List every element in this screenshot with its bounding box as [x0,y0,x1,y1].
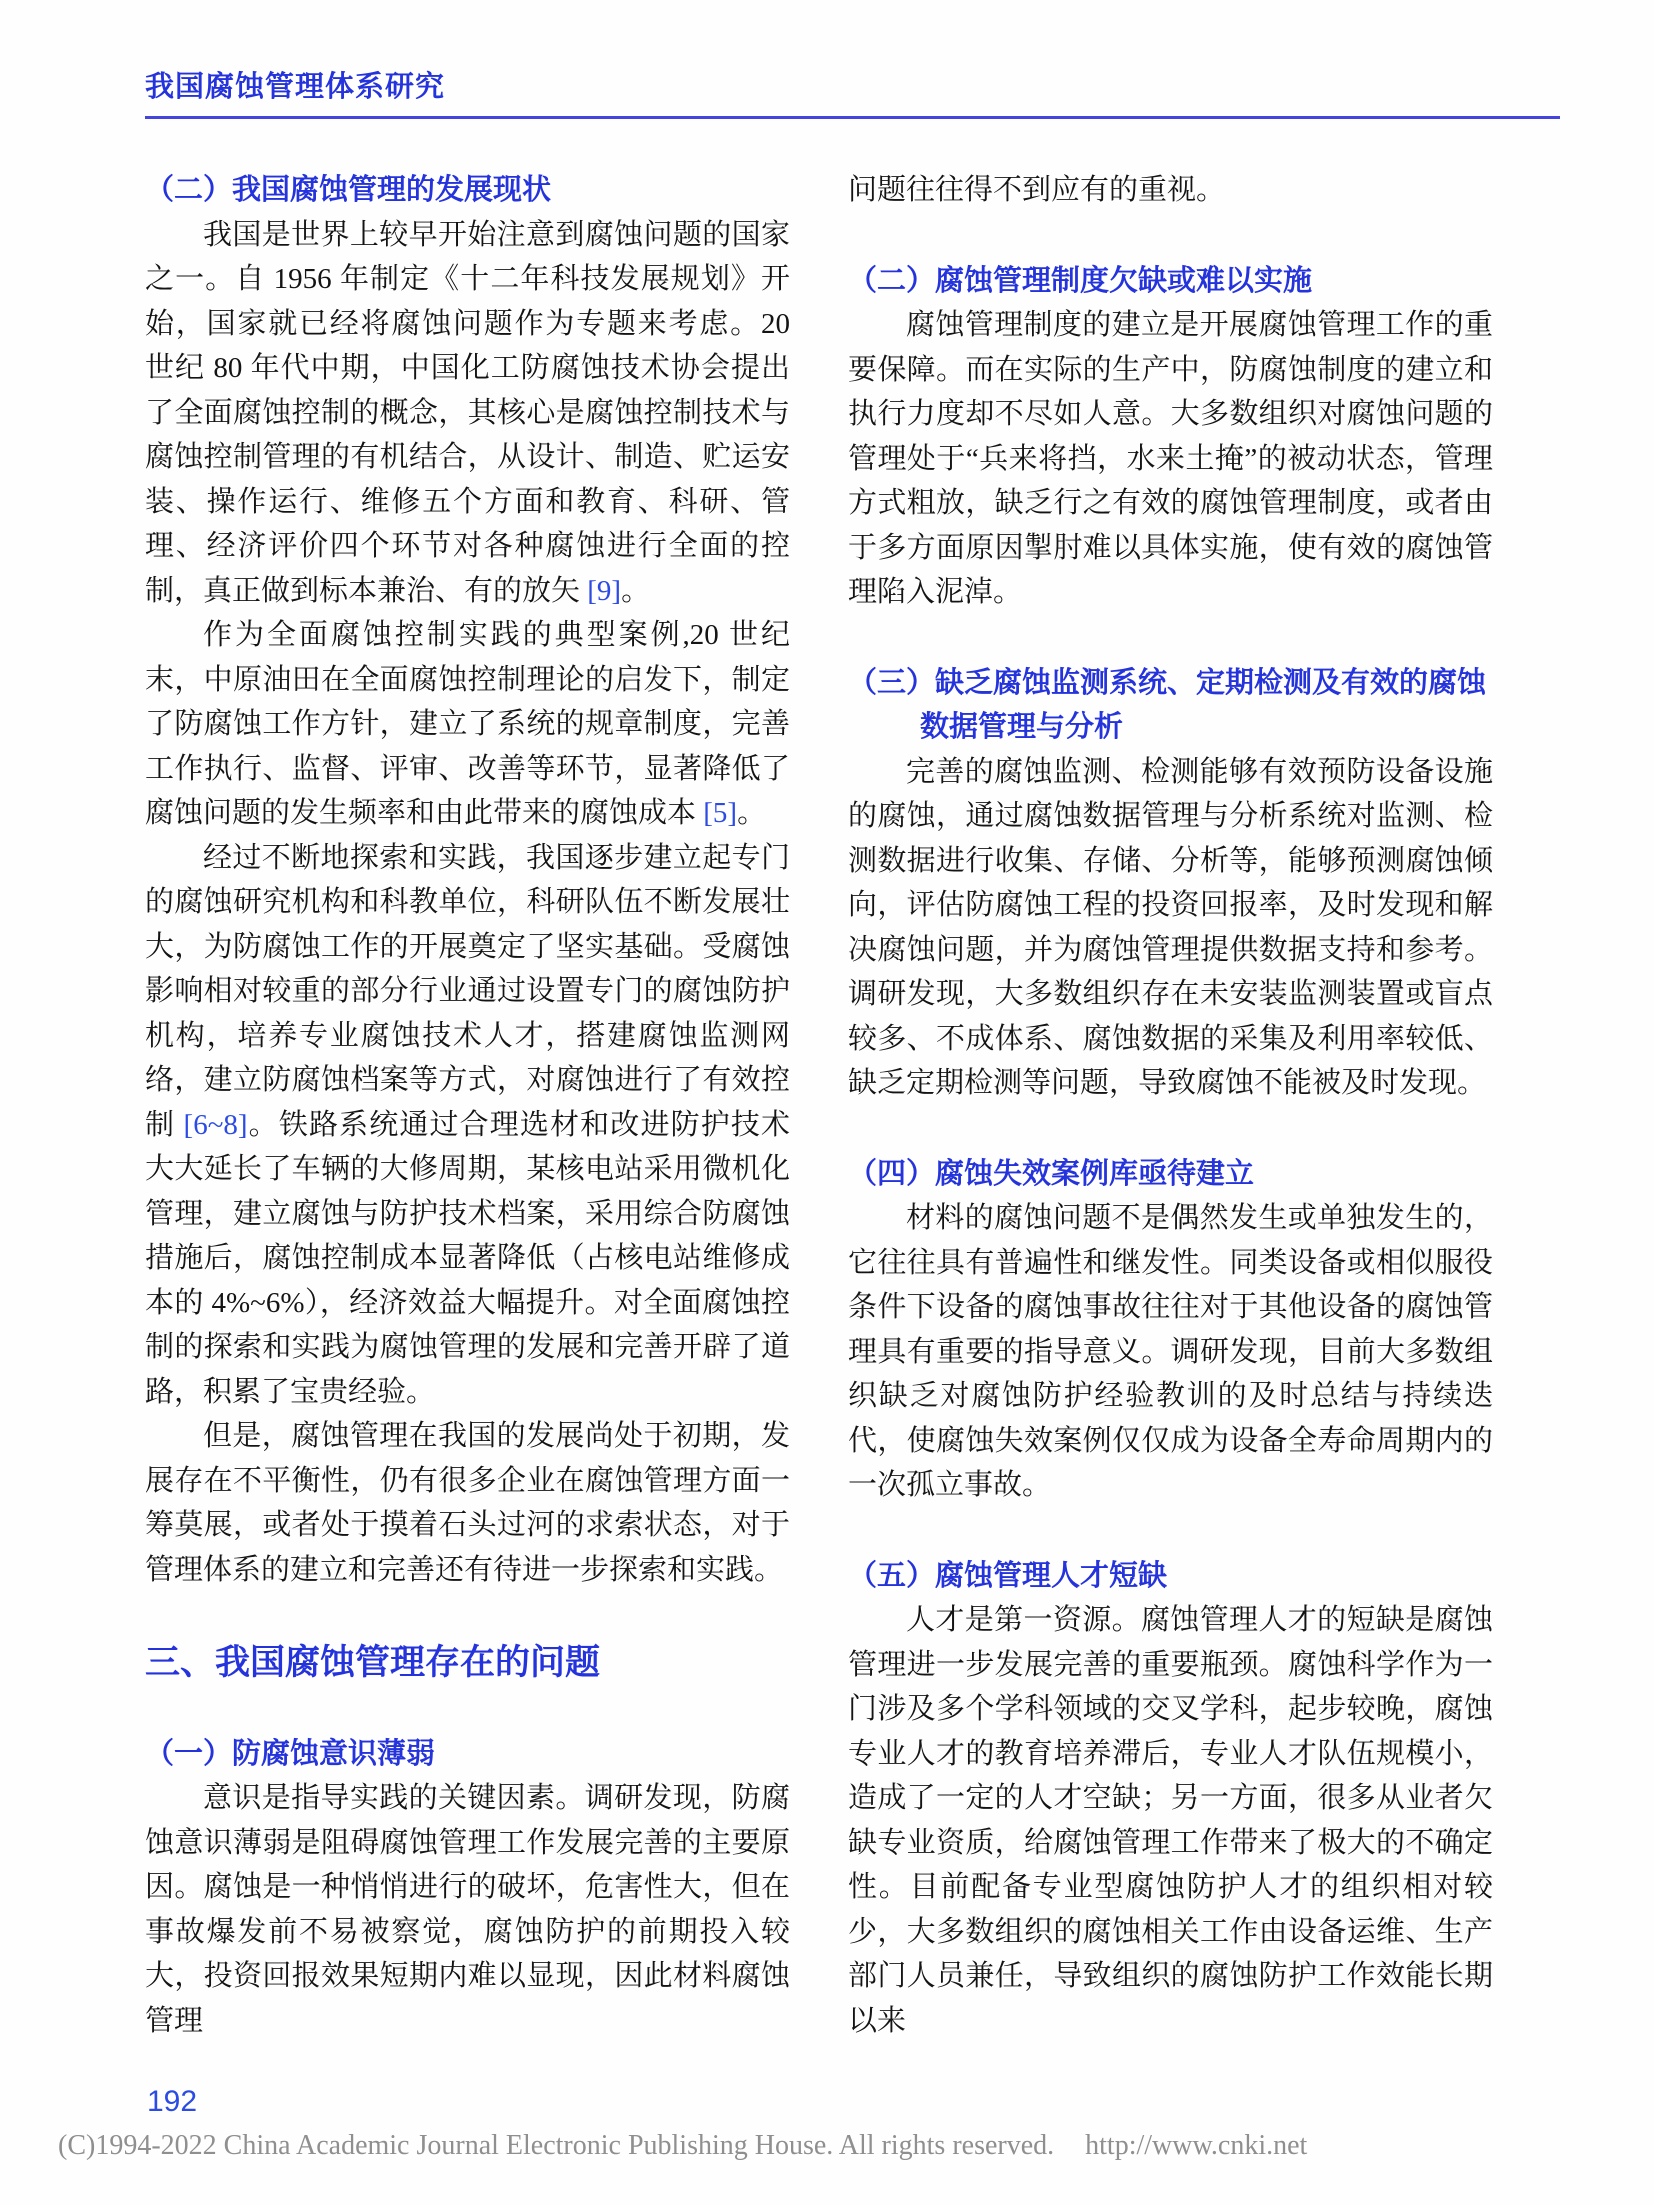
copyright-line [58,2130,1307,2162]
text-run: 我国是世界上较早开始注意到腐蚀问题的国家之一。自 1956 年制定《十二年科技发展规划》开始，国家就已经将腐蚀问题作为专题来考虑。20 世纪 80 年代中期，中国化工防腐蚀技术协会提出了全面腐蚀控制的概念，其核心是腐蚀控制技术与腐蚀控制管理的有机结合，从设计、制造、贮运安装、操作运行、维修五个方面和教育、科研、管理、经济评价四个环节对各种腐蚀进行全面的控制，真正做到标本兼治、有的放矢 [145,218,790,607]
subsection-heading: （二）我国腐蚀管理的发展现状 [145,174,552,206]
subsection-heading: （一）防腐蚀意识薄弱 [145,1737,436,1770]
page-header [145,70,1560,119]
subsection-heading: （三）缺乏腐蚀监测系统、定期检测及有效的腐蚀数据管理与分析 [848,666,1487,743]
paragraph [848,750,1493,1106]
page-number: 192 [147,2085,198,2118]
text-run: 但是，腐蚀管理在我国的发展尚处于初期，发展存在不平衡性，仍有很多企业在腐蚀管理方面一筹莫展，或者处于摸着石头过河的求索状态，对于管理体系的建立和完善还有待进一步探索和实践。 [145,1420,790,1586]
paragraph [848,1196,1493,1508]
paragraph [145,613,790,836]
paragraph [145,836,790,1415]
paragraph [145,1414,790,1592]
left-column [145,168,790,2043]
two-column-body [145,168,1493,2043]
text-run: 材料的腐蚀问题不是偶然发生或单独发生的，它往往具有普遍性和继发性。同类设备或相似服役条件下设备的腐蚀事故往往对于其他设备的腐蚀管理具有重要的指导意义。调研发现，目前大多数组织缺乏对腐蚀防护经验教训的及时总结与持续迭代，使腐蚀失效案例仅仅成为设备全寿命周期内的一次孤立事故。 [848,1202,1493,1501]
text-run: 问题往往得不到应有的重视。 [848,174,1226,206]
paragraph [848,1598,1493,2043]
text-run: 完善的腐蚀监测、检测能够有效预防设备设施的腐蚀，通过腐蚀数据管理与分析系统对监测、检测数据进行收集、存储、分析等，能够预测腐蚀倾向，评估防腐蚀工程的投资回报率，及时发现和解决腐蚀问题，并为腐蚀管理提供数据支持和参考。调研发现，大多数组织存在未安装监测装置或盲点较多、不成体系、腐蚀数据的采集及利用率较低、缺乏定期检测等问题，导致腐蚀不能被及时发现。 [848,755,1493,1099]
header-rule [145,116,1560,119]
text-run: 。 [737,797,767,829]
text-run: 经过不断地探索和实践，我国逐步建立起专门的腐蚀研究机构和科教单位，科研队伍不断发展壮大，为防腐蚀工作的开展奠定了坚实基础。受腐蚀影响相对较重的部分行业通过设置专门的腐蚀防护机构，培养专业腐蚀技术人才，搭建腐蚀监测网络，建立防腐蚀档案等方式，对腐蚀进行了有效控制 [145,841,790,1141]
cnki-url: http://www.cnki.net [1085,2130,1308,2161]
text-run: 意识是指导实践的关键因素。调研发现，防腐蚀意识薄弱是阻碍腐蚀管理工作发展完善的主要原因。腐蚀是一种悄悄进行的破坏，危害性大，但在事故爆发前不易被察觉，腐蚀防护的前期投入较大，投资回报效果短期内难以显现，因此材料腐蚀管理 [145,1782,790,2037]
paragraph [145,213,790,614]
running-head-title: 我国腐蚀管理体系研究 [145,71,446,103]
text-run: 作为全面腐蚀控制实践的典型案例,20 世纪末，中原油田在全面腐蚀控制理论的启发下，制定了防腐蚀工作方针，建立了系统的规章制度，完善工作执行、监督、评审、改善等环节，显著降低了腐蚀问题的发生频率和由此带来的腐蚀成本 [145,619,790,829]
citation-ref: [6~8] [183,1108,248,1141]
right-column [848,168,1493,2043]
citation-ref: [5] [703,797,738,829]
subsection-heading: （二）腐蚀管理制度欠缺或难以实施 [848,264,1313,297]
paragraph [848,168,1493,213]
text-run: 人才是第一资源。腐蚀管理人才的短缺是腐蚀管理进一步发展完善的重要瓶颈。腐蚀科学作为一门涉及多个学科领域的交叉学科，起步较晚，腐蚀专业人才的教育培养滞后，专业人才队伍规模小，造成了一定的人才空缺；另一方面，很多从业者欠缺专业资质，给腐蚀管理工作带来了极大的不确定性。目前配备专业型腐蚀防护人才的组织相对较少，大多数组织的腐蚀相关工作由设备运维、生产部门人员兼任，导致组织的腐蚀防护工作效能长期以来 [848,1604,1493,2037]
text-run: 。铁路系统通过合理选材和改进防护技术大大延长了车辆的大修周期，某核电站采用微机化管理，建立腐蚀与防护技术档案，采用综合防腐蚀措施后，腐蚀控制成本显著降低（占核电站维修成本的 4%~6%），经济效益大幅提升。对全面腐蚀控制的探索和实践为腐蚀管理的发展和完善开辟了道路，积累了宝贵经验。 [145,1108,790,1408]
text-run: 腐蚀管理制度的建立是开展腐蚀管理工作的重要保障。而在实际的生产中，防腐蚀制度的建立和执行力度却不尽如人意。大多数组织对腐蚀问题的管理处于“兵来将挡，水来土掩”的被动状态，管理方式粗放，缺乏行之有效的腐蚀管理制度，或者由于多方面原因掣肘难以具体实施，使有效的腐蚀管理陷入泥淖。 [848,309,1493,608]
text-run: 。 [621,574,651,607]
copyright-text: (C)1994-2022 China Academic Journal Electronic Publishing House. All rights reserved. [58,2130,1055,2161]
citation-ref: [9] [587,574,622,607]
paragraph [848,303,1493,615]
paragraph [145,1776,790,2043]
subsection-heading: （四）腐蚀失效案例库亟待建立 [848,1157,1255,1190]
subsection-heading: （五）腐蚀管理人才短缺 [848,1559,1168,1592]
section-heading: 三、我国腐蚀管理存在的问题 [145,1643,601,1682]
